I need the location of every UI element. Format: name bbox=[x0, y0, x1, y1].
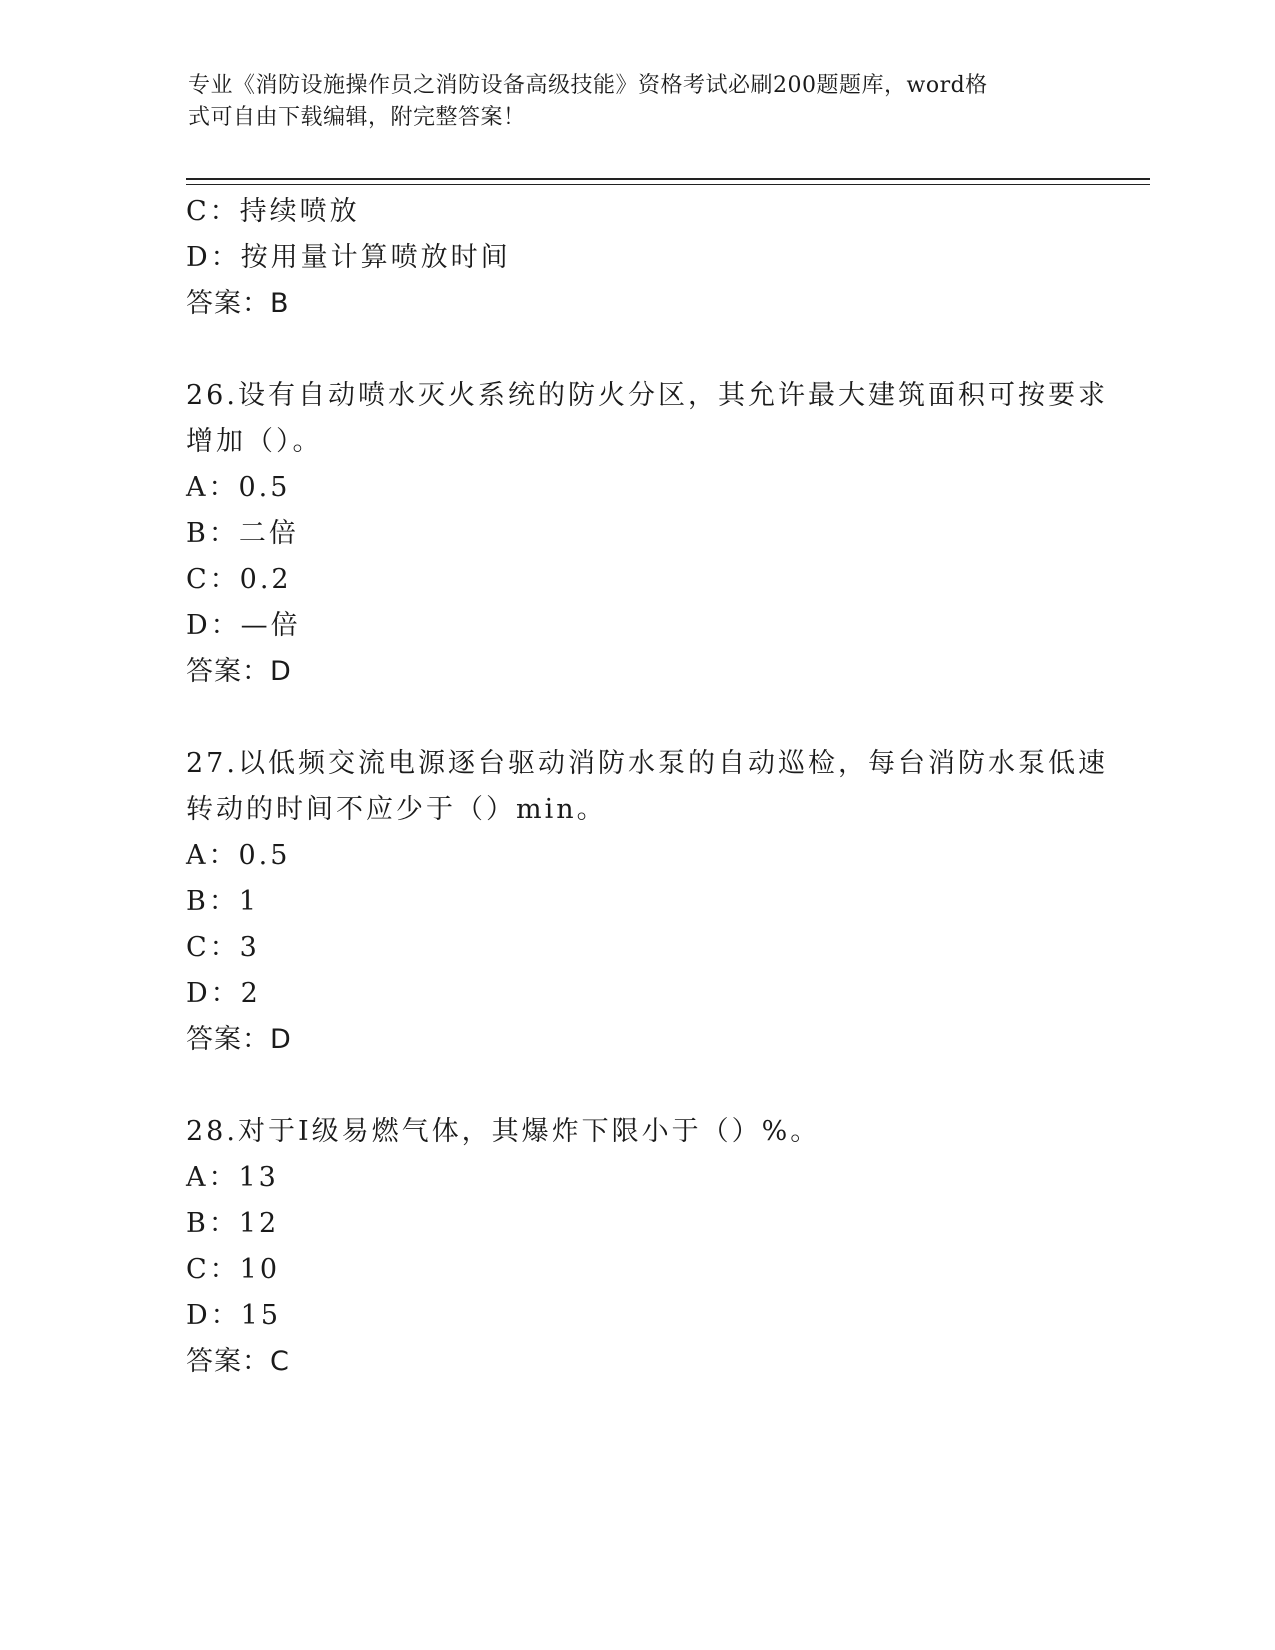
question-stem-cont: 转动的时间不应少于（）min。 bbox=[186, 794, 607, 825]
spacer bbox=[186, 327, 1086, 373]
document-header bbox=[188, 70, 1088, 134]
header-line-2: 式可自由下载编辑，附完整答案！ bbox=[188, 105, 526, 130]
question-stem: 28.对于Ⅰ级易燃气体，其爆炸下限小于（）%。 bbox=[186, 1116, 821, 1147]
answer: 答案：D bbox=[186, 656, 292, 687]
option-a: A：0.5 bbox=[186, 472, 291, 503]
question-list bbox=[186, 189, 1108, 1385]
prev-option-d: D：按用量计算喷放时间 bbox=[186, 242, 511, 273]
prev-answer: 答案：B bbox=[186, 288, 290, 319]
question-26 bbox=[186, 373, 1108, 695]
option-b: B：1 bbox=[186, 886, 260, 917]
question-27 bbox=[186, 741, 1108, 1063]
answer: 答案：C bbox=[186, 1346, 290, 1377]
prev-option-c: C：持续喷放 bbox=[186, 196, 360, 227]
option-a: A：0.5 bbox=[186, 840, 291, 871]
option-d: D：—倍 bbox=[186, 610, 301, 641]
header-rule-thin bbox=[186, 184, 1150, 185]
question-stem-cont: 增加（）。 bbox=[186, 426, 323, 457]
question-stem: 27.以低频交流电源逐台驱动消防水泵的自动巡检，每台消防水泵低速 bbox=[186, 748, 1108, 779]
option-a: A：13 bbox=[186, 1162, 279, 1193]
header-rule-thick bbox=[186, 178, 1150, 180]
option-c: C：3 bbox=[186, 932, 260, 963]
spacer bbox=[186, 695, 1086, 741]
option-c: C：10 bbox=[186, 1254, 281, 1285]
spacer bbox=[186, 1063, 1086, 1109]
option-d: D：2 bbox=[186, 978, 261, 1009]
option-d: D：15 bbox=[186, 1300, 282, 1331]
option-b: B：二倍 bbox=[186, 518, 299, 549]
option-c: C：0.2 bbox=[186, 564, 292, 595]
header-line-1: 专业《消防设施操作员之消防设备高级技能》资格考试必刷200题题库，word格 bbox=[188, 73, 988, 98]
question-28 bbox=[186, 1109, 1086, 1385]
answer: 答案：D bbox=[186, 1024, 292, 1055]
option-b: B：12 bbox=[186, 1208, 280, 1239]
question-stem: 26.设有自动喷水灭火系统的防火分区，其允许最大建筑面积可按要求 bbox=[186, 380, 1108, 411]
